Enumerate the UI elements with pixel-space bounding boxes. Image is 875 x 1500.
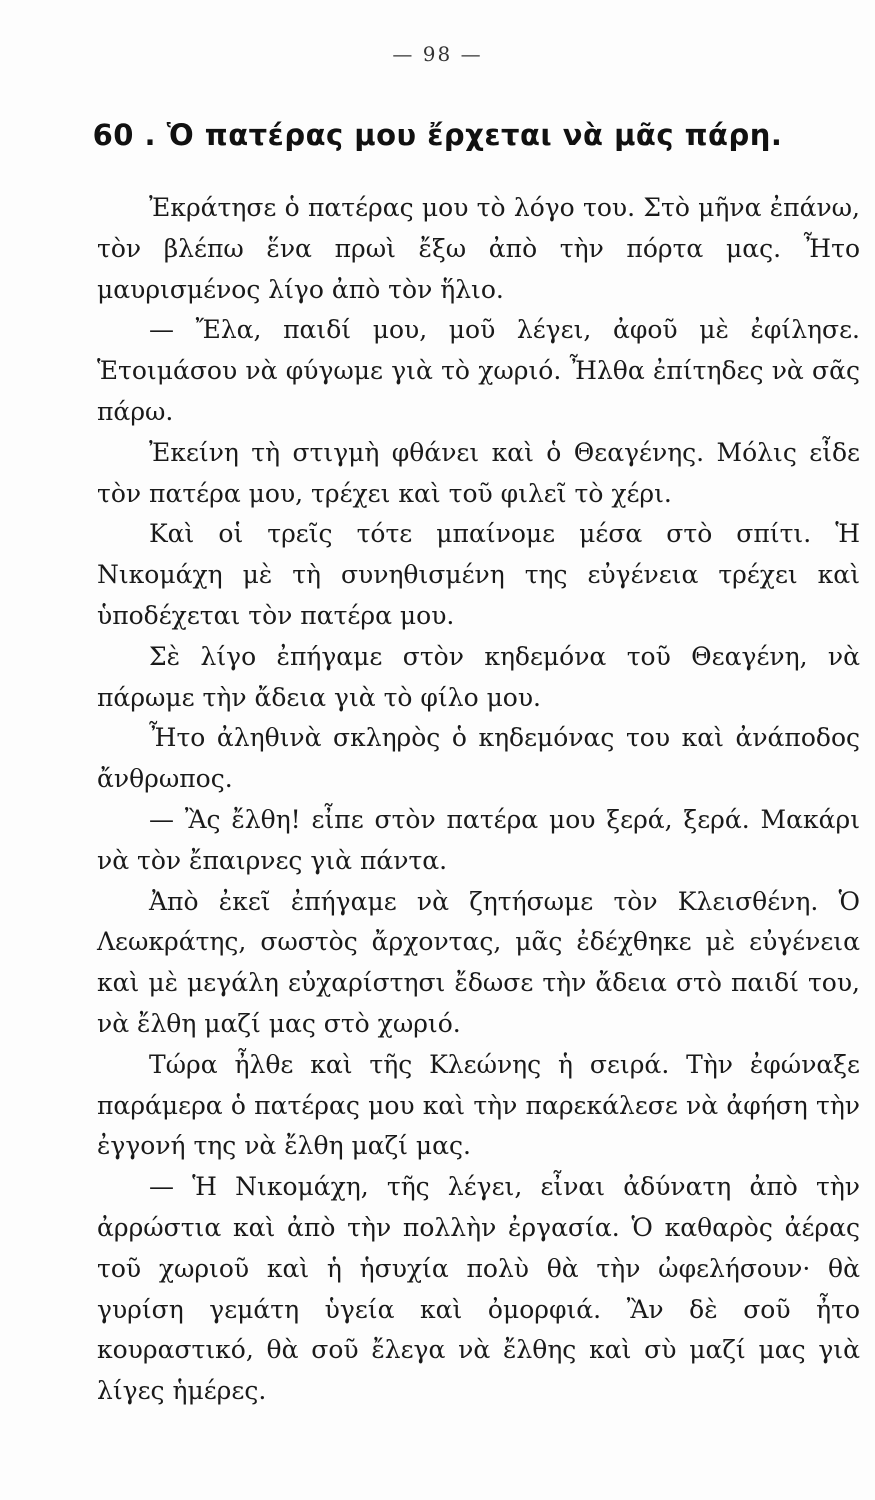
paragraph: Ἐκράτησε ὁ πατέρας μου τὸ λόγο του. Στὸ μῆνα ἐπάνω, τὸν βλέπω ἕνα πρωὶ ἔξω ἀπὸ τὴν πόρτα μας. Ἦτο μαυρισμένος λίγο ἀπὸ τὸν ἥλιο. [97,193,860,304]
paragraph: — Ἂς ἔλθη! εἶπε στὸν πατέρα μου ξερά, ξερά. Μακάρι νὰ τὸν ἔπαιρνες γιὰ πάντα. [97,804,860,875]
paragraph: Καὶ οἱ τρεῖς τότε μπαίνομε μέσα στὸ σπίτι. Ἡ Νικομάχη μὲ τὴ συνηθισμένη της εὐγένεια τρέχει καὶ ὑποδέχεται τὸν πατέρα μου. [97,519,860,630]
chapter-title: 60 . Ὁ πατέρας μου ἔρχεται νὰ μᾶς πάρη. [92,118,783,152]
paragraph: Σὲ λίγο ἐπήγαμε στὸν κηδεμόνα τοῦ Θεαγένη, νὰ πάρωμε τὴν ἄδεια γιὰ τὸ φίλο μου. [97,641,860,712]
paragraph: Ἀπὸ ἐκεῖ ἐπήγαμε νὰ ζητήσωμε τὸν Κλεισθένη. Ὁ Λεωκράτης, σωστὸς ἄρχοντας, μᾶς ἐδέχθηκε μὲ εὐγένεια καὶ μὲ μεγάλη εὐχαρίστησι ἔδωσε τὴν ἄδεια στὸ παιδί του, νὰ ἔλθη μαζί μας στὸ χωριό. [97,886,860,1038]
paragraph: Ἐκείνη τὴ στιγμὴ φθάνει καὶ ὁ Θεαγένης. Μόλις εἶδε τὸν πατέρα μου, τρέχει καὶ τοῦ φιλεῖ τὸ χέρι. [97,437,860,508]
paragraph: Τώρα ἦλθε καὶ τῆς Κλεώνης ἡ σειρά. Τὴν ἐφώναξε παράμερα ὁ πατέρας μου καὶ τὴν παρεκάλεσε νὰ ἀφήση τὴν ἐγγονή της νὰ ἔλθη μαζί μας. [97,1049,860,1161]
body-text [97,188,860,1412]
paragraph: Ἦτο ἀληθινὰ σκληρὸς ὁ κηδεμόνας του καὶ ἀνάποδος ἄνθρωπος. [97,723,860,794]
page-number: — 98 — [392,42,483,66]
paragraph: — Ἔλα, παιδί μου, μοῦ λέγει, ἀφοῦ μὲ ἐφίλησε. Ἑτοιμάσου νὰ φύγωμε γιὰ τὸ χωριό. Ἦλθα ἐπίτηδες νὰ σᾶς πάρω. [97,315,860,426]
paragraph: — Ἡ Νικομάχη, τῆς λέγει, εἶναι ἀδύνατη ἀπὸ τὴν ἀρρώστια καὶ ἀπὸ τὴν πολλὴν ἐργασία. Ὁ καθαρὸς ἀέρας τοῦ χωριοῦ καὶ ἡ ἡσυχία πολὺ θὰ τὴν ὠφελήσουν· θὰ γυρίση γεμάτη ὑγεία καὶ ὀμορφιά. Ἂν δὲ σοῦ ἦτο κουραστικό, θὰ σοῦ ἔλεγα νὰ ἔλθης καὶ σὺ μαζί μας γιὰ λίγες ἡμέρες. [97,1172,860,1406]
